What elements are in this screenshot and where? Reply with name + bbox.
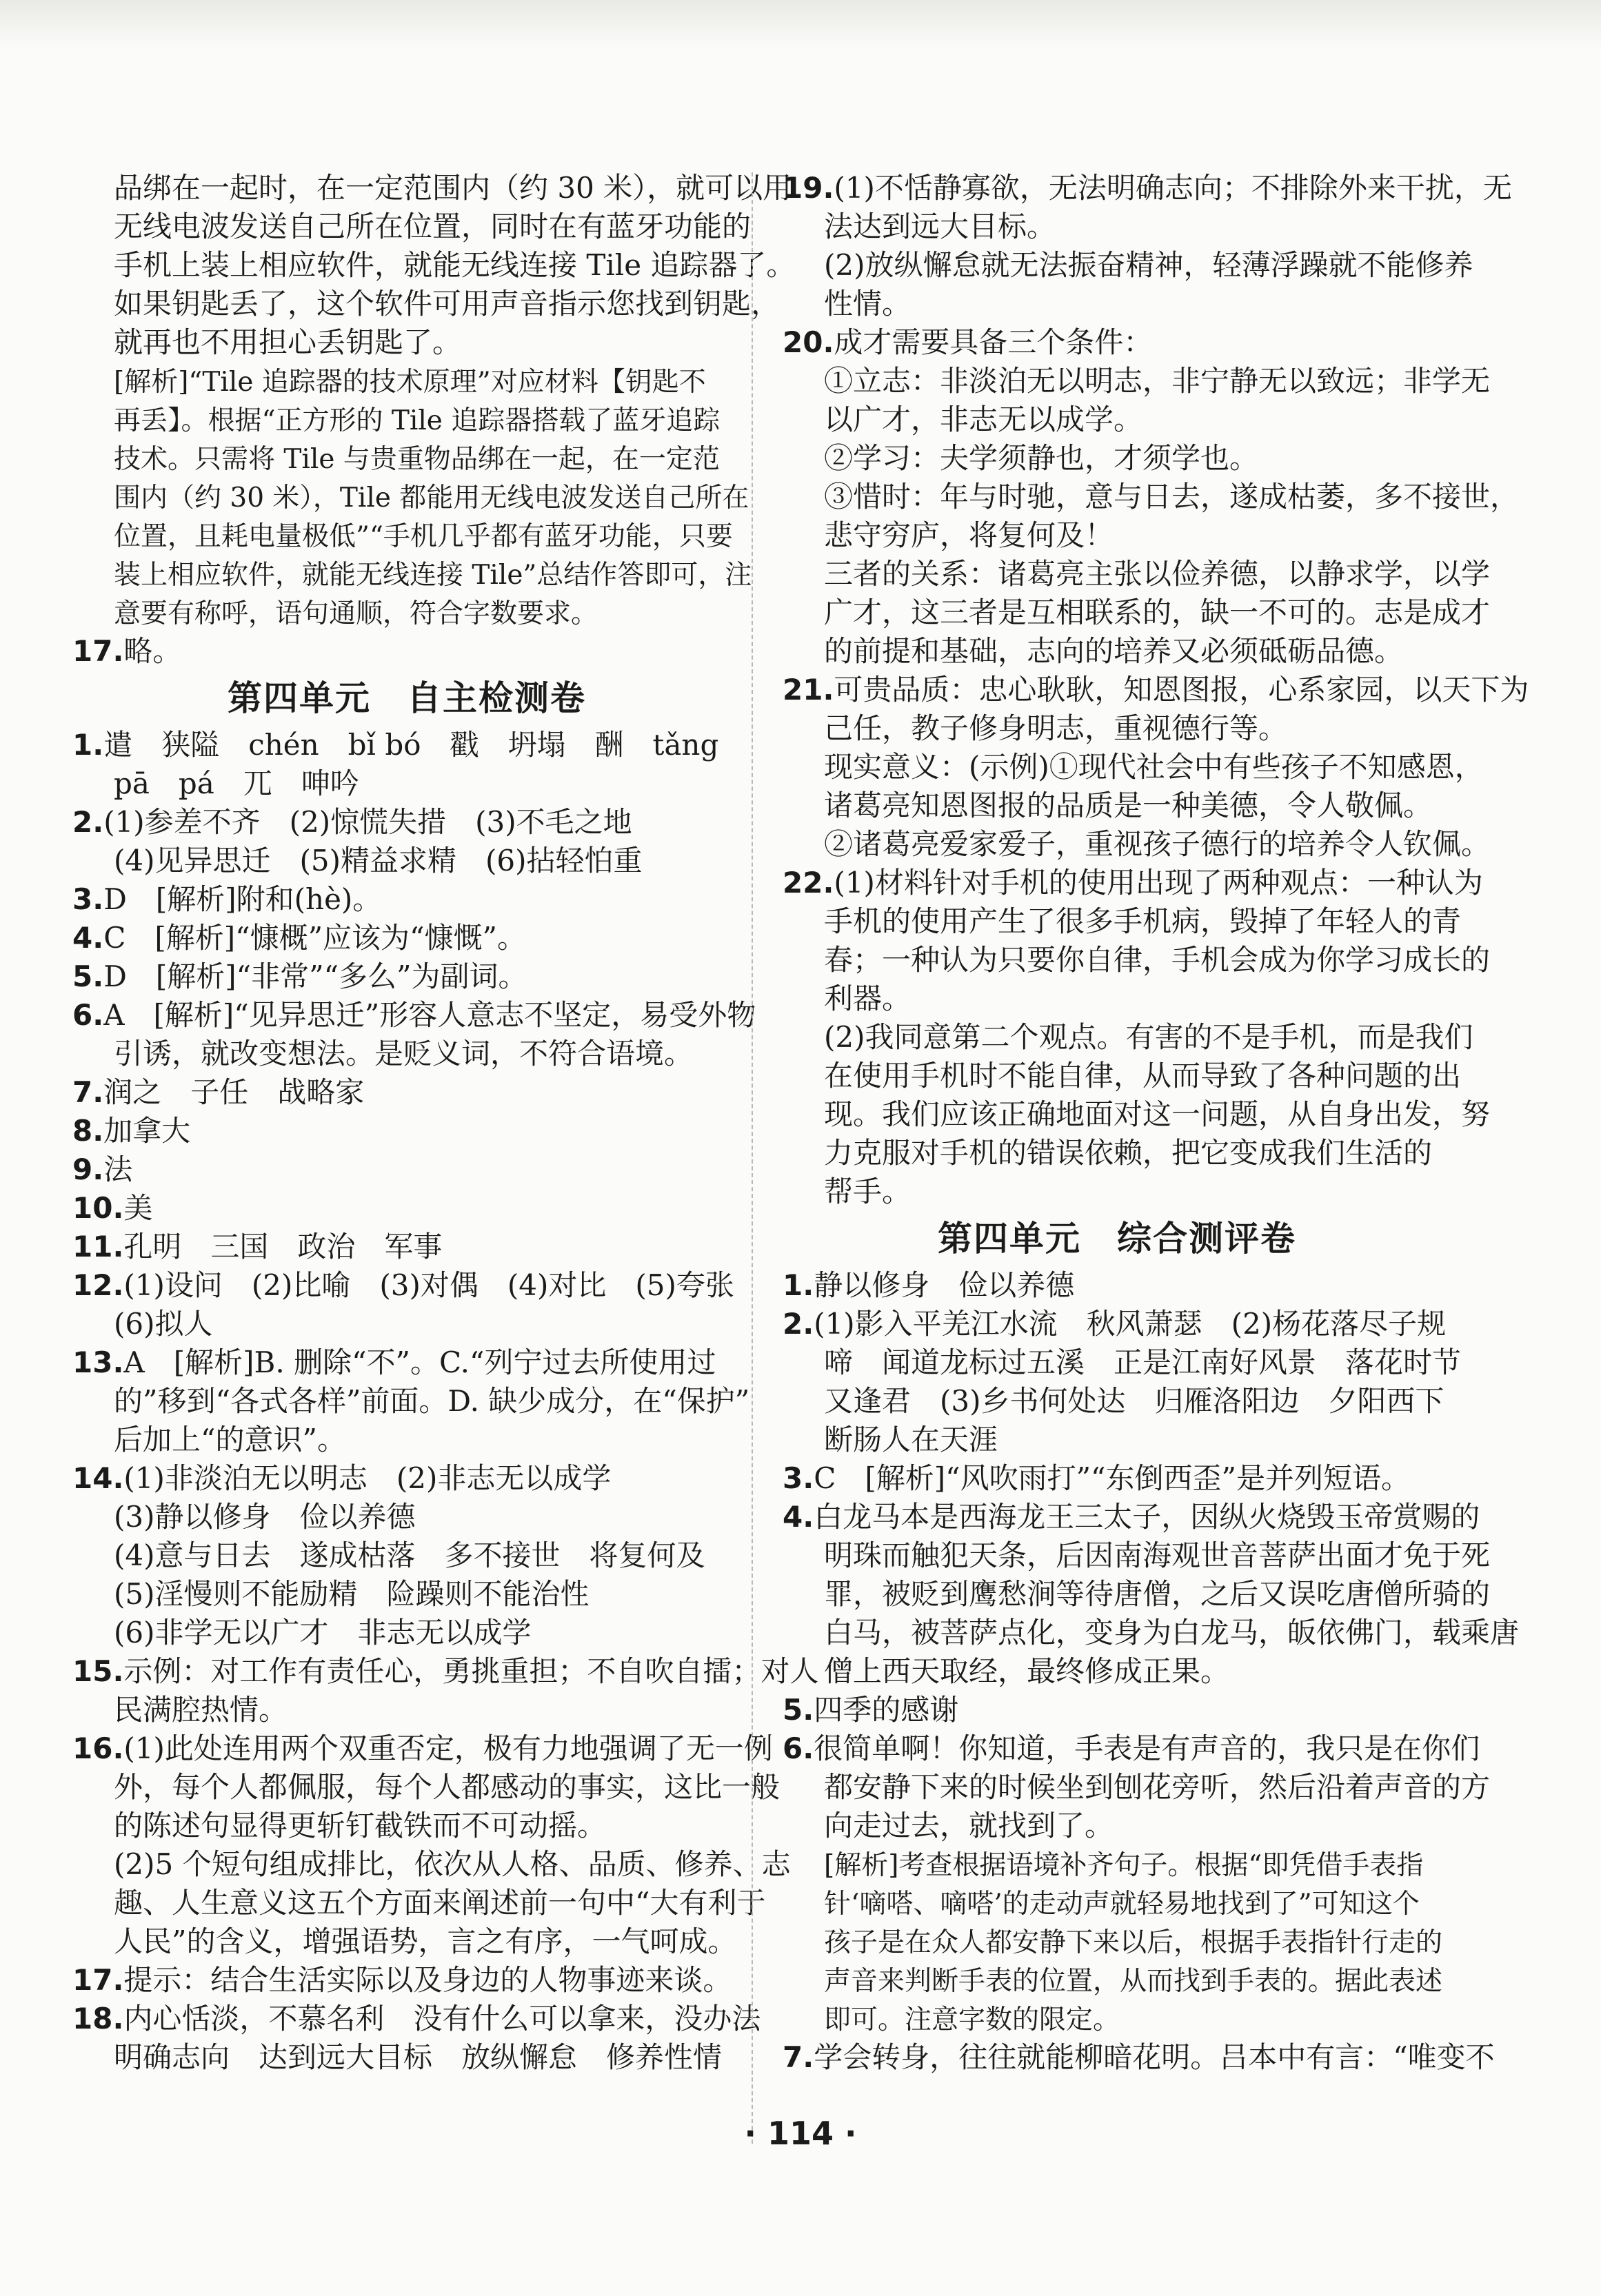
answer-item [72,1961,741,2000]
line-text: 趣、人生意义这五个方面来阐述前一句中“大有利于 [114,1886,766,1920]
line-text: 现。我们应该正确地面对这一问题，从自身出发，努 [824,1097,1491,1131]
line-text: 如果钥匙丢了，这个软件可用声音指示您找到钥匙， [114,287,781,321]
line-text: 己任，教子修身明志，重视德行等。 [824,711,1288,745]
answer-line [783,632,1451,671]
line-text: 技术。只需将 Tile 与贵重物品绑在一起，在一定范 [114,444,720,475]
line-text: 利器。 [824,982,912,1015]
line-text: (1)材料针对手机的使用出现了两种观点：一种认为 [834,866,1483,900]
line-text: 四季的感谢 [814,1693,959,1727]
answer-item [783,169,1512,207]
question-number: 4. [72,921,104,955]
line-text: 引诱，就改变想法。是贬义词，不符合语境。 [114,1037,694,1070]
answer-line [783,1172,1451,1211]
line-text: 三者的关系：诸葛亮主张以俭养德，以静求学，以学 [824,557,1491,591]
explanation-line [72,555,752,593]
answer-line [72,842,741,880]
answer-line [72,1845,791,1884]
answer-line [783,941,1491,979]
answer-item [72,1189,741,1228]
question-number: 18. [72,2002,124,2035]
line-text: (1)不恬静寡欲，无法明确志向；不排除外来干扰，无 [834,171,1512,205]
question-number: 20. [783,325,834,359]
question-number: 1. [72,728,104,762]
answer-line [783,1652,1451,1691]
line-text: 声音来判断手表的位置，从而找到手表的。据此表述 [824,1966,1443,1997]
line-text: C [解析]“慷概”应该为“慷慨”。 [103,921,526,955]
line-text: (5)淫慢则不能励精 险躁则不能治性 [114,1577,590,1611]
line-text: 人民”的含义，增强语势，言之有序，一气呵成。 [114,1924,737,1958]
line-text: (2)我同意第二个观点。有害的不是手机，而是我们 [824,1020,1473,1054]
line-text: (1)此处连用两个双重否定，极有力地强调了无一例 [123,1731,773,1765]
line-text: A [解析]B. 删除“不”。C.“列宁过去所使用过 [123,1345,716,1379]
question-number: 16. [72,1731,124,1765]
line-text: 又逢君 (3)乡书何处达 归雁洛阳边 夕阳西下 [824,1384,1444,1418]
line-text: 学会转身，往往就能柳暗花明。吕本中有言：“唯变不 [814,2040,1495,2074]
explanation-line [783,1922,1451,1961]
answer-line [72,323,741,362]
question-number: 14. [72,1461,124,1495]
answer-item [783,671,1529,709]
line-text: ②诸葛亮爱家爱子，重视孩子德行的培养令人钦佩。 [824,827,1491,861]
line-text: 提示：结合生活实际以及身边的人物事迹来谈。 [123,1963,732,1997]
section-heading: 第四单元 综合测评卷 [938,1219,1296,1259]
answer-item [783,1729,1480,1768]
line-text: (1)参差不齐 (2)惊慌失措 (3)不毛之地 [103,805,632,839]
answer-line [783,748,1484,786]
line-text: [解析]考查根据语境补齐句子。根据“即凭借手表指 [824,1850,1424,1881]
answer-item [72,726,741,764]
answer-line [783,709,1451,748]
line-text: 白马，被菩萨点化，变身为白龙马，皈依佛门，载乘唐 [824,1616,1520,1649]
question-number: 15. [72,1654,124,1688]
answer-item [72,880,741,919]
answer-line [783,478,1520,516]
question-number: 6. [72,998,104,1032]
line-text: 以广才，非志无以成学。 [824,403,1143,436]
question-number: 17. [72,1963,124,1997]
question-number: 2. [72,805,104,839]
line-text: 性情。 [824,287,912,321]
line-text: 帮手。 [824,1175,912,1208]
line-text: 内心恬淡，不慕名利 没有什么可以拿来，没办法 [123,2002,761,2035]
answer-line [783,1057,1462,1095]
line-text: 成才需要具备三个条件： [834,325,1153,359]
explanation-line [72,362,741,400]
line-text: 的陈述句显得更斩钉截铁而不可动摇。 [114,1809,607,1842]
right-column [783,169,1529,2077]
line-text: 就再也不用担心丢钥匙了。 [114,325,462,359]
answer-line [72,169,792,207]
line-text: 法 [103,1152,133,1186]
section-heading: 第四单元 自主检测卷 [228,678,586,718]
line-text: (2)放纵懈怠就无法振奋精神，轻薄浮躁就不能修养 [824,248,1473,282]
answer-line [783,1536,1491,1575]
explanation-line [72,593,741,632]
answer-item [72,1343,741,1382]
answer-line [72,1421,741,1459]
answer-line [783,979,1451,1018]
line-text: 都安静下来的时候坐到刨花旁听，然后沿着声音的方 [824,1770,1491,1804]
answer-line [72,1614,741,1652]
answer-line [783,516,1451,555]
line-text: 力克服对手机的错误依赖，把它变成我们生活的 [824,1136,1433,1170]
answer-item [72,919,741,957]
line-text: (1)非淡泊无以明志 (2)非志无以成学 [123,1461,612,1495]
line-text: (4)见异思迁 (5)精益求精 (6)拈轻怕重 [114,844,643,877]
answer-item [783,1266,1451,1305]
explanation-line [72,400,741,439]
answer-line [783,902,1462,941]
answer-item [783,323,1451,362]
question-number: 10. [72,1191,124,1225]
question-number: 3. [72,882,104,916]
answer-item [783,1498,1480,1536]
line-text: (3)静以修身 俭以养德 [114,1500,416,1534]
line-text: 的前提和基础，志向的培养又必须砥砺品德。 [824,634,1404,668]
answer-line [783,1343,1462,1382]
answer-line [72,1382,750,1421]
line-text: (1)设问 (2)比喻 (3)对偶 (4)对比 (5)夸张 [123,1268,734,1302]
answer-line [72,1768,781,1807]
line-text: 针‘嘀嗒、嘀嗒’的走动声就轻易地找到了”可知这个 [824,1889,1420,1920]
answer-line [72,2038,741,2077]
line-text: C [解析]“风吹雨打”“东倒西歪”是并列短语。 [814,1461,1410,1495]
answer-line [783,246,1473,285]
explanation-line [72,478,749,516]
line-text: 围内（约 30 米），Tile 都能用无线电波发送自己所在 [114,482,749,514]
question-number: 5. [783,1693,814,1727]
line-text: 孔明 三国 政治 军事 [123,1230,443,1263]
line-text: (2)5 个短句组成排比，依次从人格、品质、修养、志 [114,1847,791,1881]
answer-item [72,1652,819,1691]
explanation-line [783,1884,1451,1922]
line-text: ①立志：非淡泊无以明志，非宁静无以致远；非学无 [824,364,1491,398]
line-text: 啼 闻道龙标过五溪 正是江南好风景 落花时节 [824,1345,1462,1379]
answer-item [72,1112,741,1150]
line-text: (6)非学无以广才 非志无以成学 [114,1616,532,1649]
explanation-line [72,516,741,555]
line-text: D [解析]附和(hè)。 [103,882,382,916]
question-number: 5. [72,959,104,993]
answer-line [72,1035,741,1073]
answer-item [72,632,741,671]
question-number: 7. [783,2040,814,2074]
line-text: 现实意义：(示例)①现代社会中有些孩子不知感恩， [824,750,1484,784]
answer-item [72,996,756,1035]
answer-line [783,400,1451,439]
line-text: 广才，这三者是互相联系的，缺一不可的。志是成才 [824,596,1491,629]
explanation-line [72,439,741,478]
answer-line [72,1807,741,1845]
question-number: 3. [783,1461,814,1495]
line-text: 罪，被贬到鹰愁涧等待唐僧，之后又误吃唐僧所骑的 [824,1577,1491,1611]
line-text: 的”移到“各式各样”前面。D. 缺少成分，在“保护” [114,1384,750,1418]
answer-line [72,1536,741,1575]
explanation-line [783,2000,1451,2038]
question-number: 7. [72,1075,104,1109]
line-text: 手机的使用产生了很多手机病，毁掉了年轻人的青 [824,904,1462,938]
answer-line [72,764,741,803]
question-number: 17. [72,634,124,668]
line-text: (1)影入平羌江水流 秋风萧瑟 (2)杨花落尽子规 [814,1307,1447,1341]
answer-line [783,1807,1451,1845]
answer-line [783,1018,1473,1057]
answer-line [72,1575,741,1614]
line-text: A [解析]“见异思迁”形容人意志不坚定，易受外物 [103,998,756,1032]
line-text: 略。 [123,634,182,668]
line-text: [解析]“Tile 追踪器的技术原理”对应材料【钥匙不 [114,367,706,398]
line-text: 白龙马本是西海龙王三太子，因纵火烧毁玉帝赏赐的 [814,1500,1480,1534]
answer-line [783,1614,1520,1652]
line-text: 示例：对工作有责任心，勇挑重担；不自吹自擂；对人 [123,1654,819,1688]
line-text: 品绑在一起时，在一定范围内（约 30 米），就可以用 [114,171,792,205]
answer-item [783,1305,1451,1343]
line-text: 手机上装上相应软件，就能无线连接 Tile 追踪器了。 [114,248,796,282]
line-text: 遣 狭隘 chén bǐ bó 戳 坍塌 酬 tǎng [103,728,719,762]
line-text: 意要有称呼，语句通顺，符合字数要求。 [114,598,598,629]
line-text: 后加上“的意识”。 [114,1423,346,1456]
explanation-line [783,1961,1451,2000]
answer-line [72,1884,766,1922]
answer-line [72,1498,741,1536]
line-text: 静以修身 俭以养德 [814,1268,1075,1302]
line-text: 位置，且耗电量极低”“手机几乎都有蓝牙功能，只要 [114,521,733,552]
column-divider [752,172,753,2144]
answer-line [72,207,752,246]
answer-line [72,246,796,285]
answer-item [72,957,741,996]
answer-item [72,1073,741,1112]
line-text: 装上相应软件，就能无线连接 Tile”总结作答即可，注 [114,560,752,591]
line-text: ②学习：夫学须静也，才须学也。 [824,441,1259,475]
answer-line [72,1691,741,1729]
line-text: 悲守穷庐，将复何及！ [824,518,1114,552]
question-number: 19. [783,171,834,205]
answer-line [783,439,1451,478]
line-text: 在使用手机时不能自律，从而导致了各种问题的出 [824,1059,1462,1093]
line-text: 润之 子任 战略家 [103,1075,365,1109]
line-text: 外，每个人都佩服，每个人都感动的事实，这比一般 [114,1770,781,1804]
question-number: 6. [783,1731,814,1765]
scan-top-shadow [0,0,1601,48]
answer-line [783,285,1451,323]
question-number: 22. [783,866,834,900]
question-number: 13. [72,1345,124,1379]
question-number: 2. [783,1307,814,1341]
answer-item [783,2038,1495,2077]
answer-line [783,1768,1491,1807]
page-number: · 114 · [744,2115,857,2152]
answer-line [783,593,1491,632]
line-text: 孩子是在众人都安静下来以后，根据手表指针行走的 [824,1927,1443,1958]
line-text: 断肠人在天涯 [824,1423,998,1456]
line-text: 春；一种认为只要你自律，手机会成为你学习成长的 [824,943,1491,977]
answer-item [72,1459,741,1498]
line-text: 即可。注意字数的限定。 [824,2004,1120,2035]
answer-line [72,285,781,323]
question-number: 8. [72,1114,104,1148]
line-text: 向走过去，就找到了。 [824,1809,1114,1842]
line-text: 法达到远大目标。 [824,210,1056,243]
line-text: (6)拟人 [114,1307,213,1341]
answer-line [783,786,1451,825]
answer-line [72,1922,741,1961]
line-text: ③惜时：年与时驰，意与日去，遂成枯萎，多不接世， [824,480,1520,514]
answer-item [783,1691,1451,1729]
answer-item [72,1150,741,1189]
line-text: 诸葛亮知恩图报的品质是一种美德，令人敬佩。 [824,789,1433,822]
answer-item [72,803,741,842]
line-text: 明确志向 达到远大目标 放纵懈怠 修养性情 [114,2040,723,2074]
line-text: 加拿大 [103,1114,191,1148]
question-number: 4. [783,1500,814,1534]
answer-line [783,1134,1451,1172]
answer-item [783,864,1483,902]
answer-line [783,362,1491,400]
line-text: pā pá 兀 呻吟 [114,766,359,800]
answer-item [72,2000,761,2038]
line-text: 可贵品质：忠心耿耿，知恩图报，心系家园，以天下为 [834,673,1529,707]
line-text: (4)意与日去 遂成枯落 多不接世 将复何及 [114,1538,705,1572]
answer-line [72,1305,741,1343]
question-number: 9. [72,1152,104,1186]
answer-line [783,555,1491,593]
question-number: 1. [783,1268,814,1302]
answer-line [783,825,1491,864]
answer-line [783,1382,1451,1421]
line-text: 僧上西天取经，最终修成正果。 [824,1654,1230,1688]
answer-item [72,1228,741,1266]
line-text: 很简单啊！你知道，手表是有声音的，我只是在你们 [814,1731,1480,1765]
answer-item [72,1266,741,1305]
line-text: 美 [123,1191,153,1225]
question-number: 11. [72,1230,124,1263]
line-text: 民满腔热情。 [114,1693,288,1727]
answer-item [72,1729,773,1768]
explanation-line [783,1845,1451,1884]
answer-item [783,1459,1451,1498]
answer-line [783,1575,1491,1614]
line-text: 无线电波发送自己所在位置，同时在有蓝牙功能的 [114,210,752,243]
answer-line [783,1421,1451,1459]
question-number: 21. [783,673,834,707]
question-number: 12. [72,1268,124,1302]
line-text: D [解析]“非常”“多么”为副词。 [103,959,527,993]
answer-line [783,1095,1491,1134]
line-text: 再丢】。根据“正方形的 Tile 追踪器搭载了蓝牙追踪 [114,405,721,436]
line-text: 明珠而触犯天条，后因南海观世音菩萨出面才免于死 [824,1538,1491,1572]
answer-line [783,207,1451,246]
